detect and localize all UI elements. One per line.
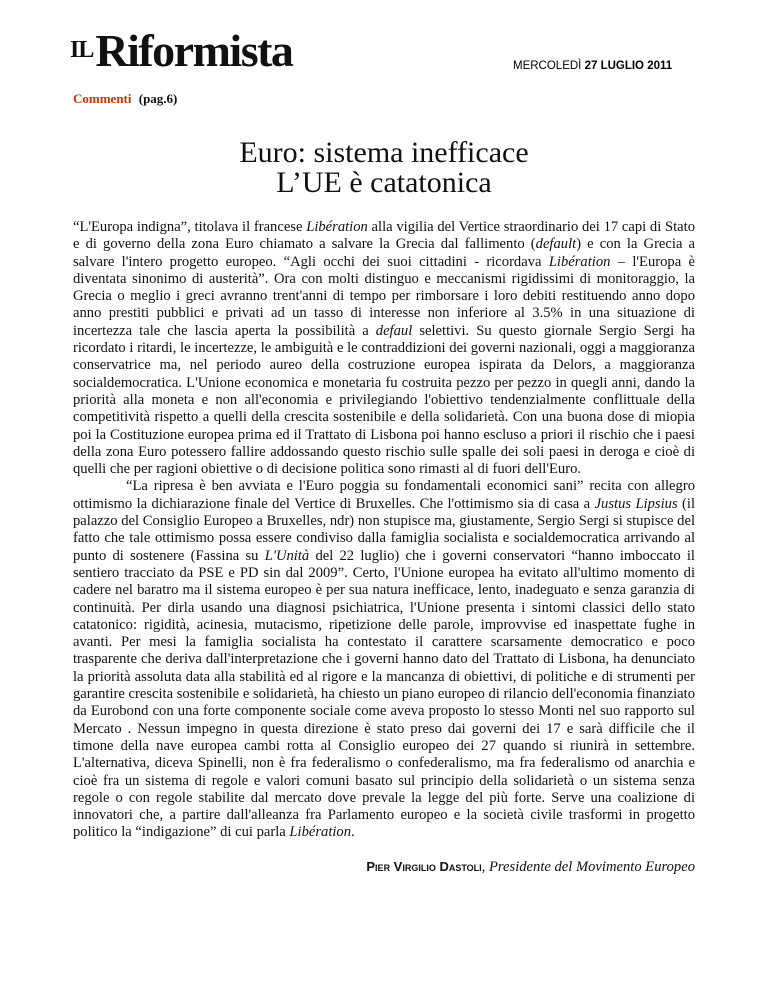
date-day: MERCOLEDÌ [513,60,582,72]
p2-text-1: “La ripresa è ben avviata e l'Euro poggia su fondamentali economici sani” recita con allegro ottimismo la dichiarazione finale del Vertice di Bruxelles. Che l'ottimismo sia di casa a [73,478,695,512]
article-title [0,138,768,198]
p1-italic-4: defaul [375,322,413,339]
p2-text-4: . [351,824,355,841]
section-name: Commenti [73,91,132,106]
p1-italic-1: Libération [306,219,368,235]
paragraph-1 [73,219,695,478]
section-page: (pag.6) [138,91,178,106]
p1-italic-2: default [535,236,577,253]
p2-italic-1: Justus Lipsius [594,495,678,512]
p2-text-2: (il palazzo del Consiglio Europeo a Bruxelles, ndr) non stupisce ma, giustamente, Sergio Sergi si stupisce del fatto che tale ottimismo possa essere condiviso dalla famiglia socialista e socialdemocratica arrivando al punto di sostenere (Fassina su [73,495,696,564]
author-role: Presidente del Movimento Europeo [488,859,695,875]
p1-italic-3: Libération [548,253,611,270]
logo-il: IL [70,37,94,63]
p1-text-2: alla vigilia del Vertice straordinario dei 17 capi di Stato e di governo della zona Euro chiamato a salvare la Grecia dal fallimento ( [73,219,696,253]
logo-name: Riformista [95,25,293,76]
newspaper-logo [70,25,293,76]
article-body [73,219,695,842]
p1-text-1: “L'Europa indigna”, titolava il francese [73,219,307,235]
author-separator: , [481,859,489,875]
p2-italic-3: Libération [289,824,352,841]
author-name: Pier Virgilio Dastoli [366,859,482,874]
p1-text-5: selettivi. Su questo giornale Sergio Sergi ha ricordato i ritardi, le incertezze, le ambiguità e le contraddizioni dei governi nazionali, oggi a maggioranza conservatrice ma, nel periodo aureo della costruzione europea ispirata da Delors, a maggioranza socialdemocratica. L'Unione economica e monetaria fu costruita pezzo per pezzo in quegli anni, dando la priorità alla moneta e non all'economia e privilegiando l'obiettivo tendenzialmente conflittuale della competitività rispetto a quelli della crescita sostenibile e della solidarietà. Con una buona dose di miopia poi la Costituzione europea prima ed il Trattato di Lisbona poi hanno escluso a priori il rischio che i paesi della zona Euro potessero fallire addossando questo rischio sulle spalle dei soli paesi in deroga e cioè di quelli che per ragioni obiettive o di decisione politica sono rimasti al di fuori dell'Euro. [73,322,695,478]
title-line-1: Euro: sistema inefficace [239,136,529,169]
publication-date [513,60,672,72]
date-rest: 27 LUGLIO 2011 [584,60,673,72]
section-label [73,91,177,107]
title-line-2: L’UE è catatonica [276,166,492,199]
p2-text-3: del 22 luglio) che i governi conservatori “hanno imboccato il sentiero tracciato da PSE e PD sin dal 2009”. Certo, l'Unione europea ha evitato all'ultimo momento di cadere nel baratro ma il sistema europeo è per sua natura inefficace, lento, inadeguato e senza garanzia di continuità. Per dirla usando una diagnosi psichiatrica, l'Unione presenta i sintomi classici dello stato catatonico: rigidità, acinesia, mutacismo, ripetizione delle parole, improvvise ed inaspettate fughe in avanti. Per mesi la famiglia socialista ha contestato il carattere scarsamente democratico e poco trasparente che deriva dall'interpretazione che i governi hanno dato del Trattato di Lisbona, ha denunciato la priorità assoluta data alla stabilità ed al rigore e la mancanza di obiettivi, di politiche e di strumenti per garantire crescita sostenibile e solidarietà, ha chiesto un piano europeo di rilancio dell'economia finanziato da Eurobond con una forte componente sociale come aveva proposto lo stesso Monti nel suo rapporto sul Mercato . Nessun impegno in questa direzione è stato preso dai governi dei 17 e sarà difficile che il timone della nave europea cambi rotta al Consiglio europeo dei 27 quando si riunirà in settembre. L'alternativa, diceva Spinelli, non è fra federalismo o confederalismo, ma fra federalismo od anarchia e cioè fra un sistema di regole e valori comuni basato sul principio della solidarietà o un sistema senza regole o con regole stabilite dal mercato dove prevale la legge del più forte. Serve una coalizione di innovatori che, a partire dall'alleanza fra Parlamento europeo e la società civile trasformi in progetto politico la “indigazione” di cui parla [73,547,695,841]
p1-text-3: ) e con la Grecia a salvare l'intero progetto europeo. “Agli occhi dei suoi cittadini - ricordava [73,236,696,270]
p2-italic-2: L'Unità [264,547,310,564]
author-signature [366,859,695,876]
paragraph-2 [73,478,695,841]
p1-text-4: – l'Europa è diventata sinonimo di austerità”. Ora con molti distinguo e meccanismi rigidissimi di monitoraggio, la Grecia o meglio i greci avranno trent'anni di tempo per rimborsare i loro debiti restituendo anno dopo anno prestiti pubblici e privati ad un tasso di interesse non inferiore al 3.5% in una situazione di incertezza tale che lascia aperta la possibilità a [73,253,695,339]
